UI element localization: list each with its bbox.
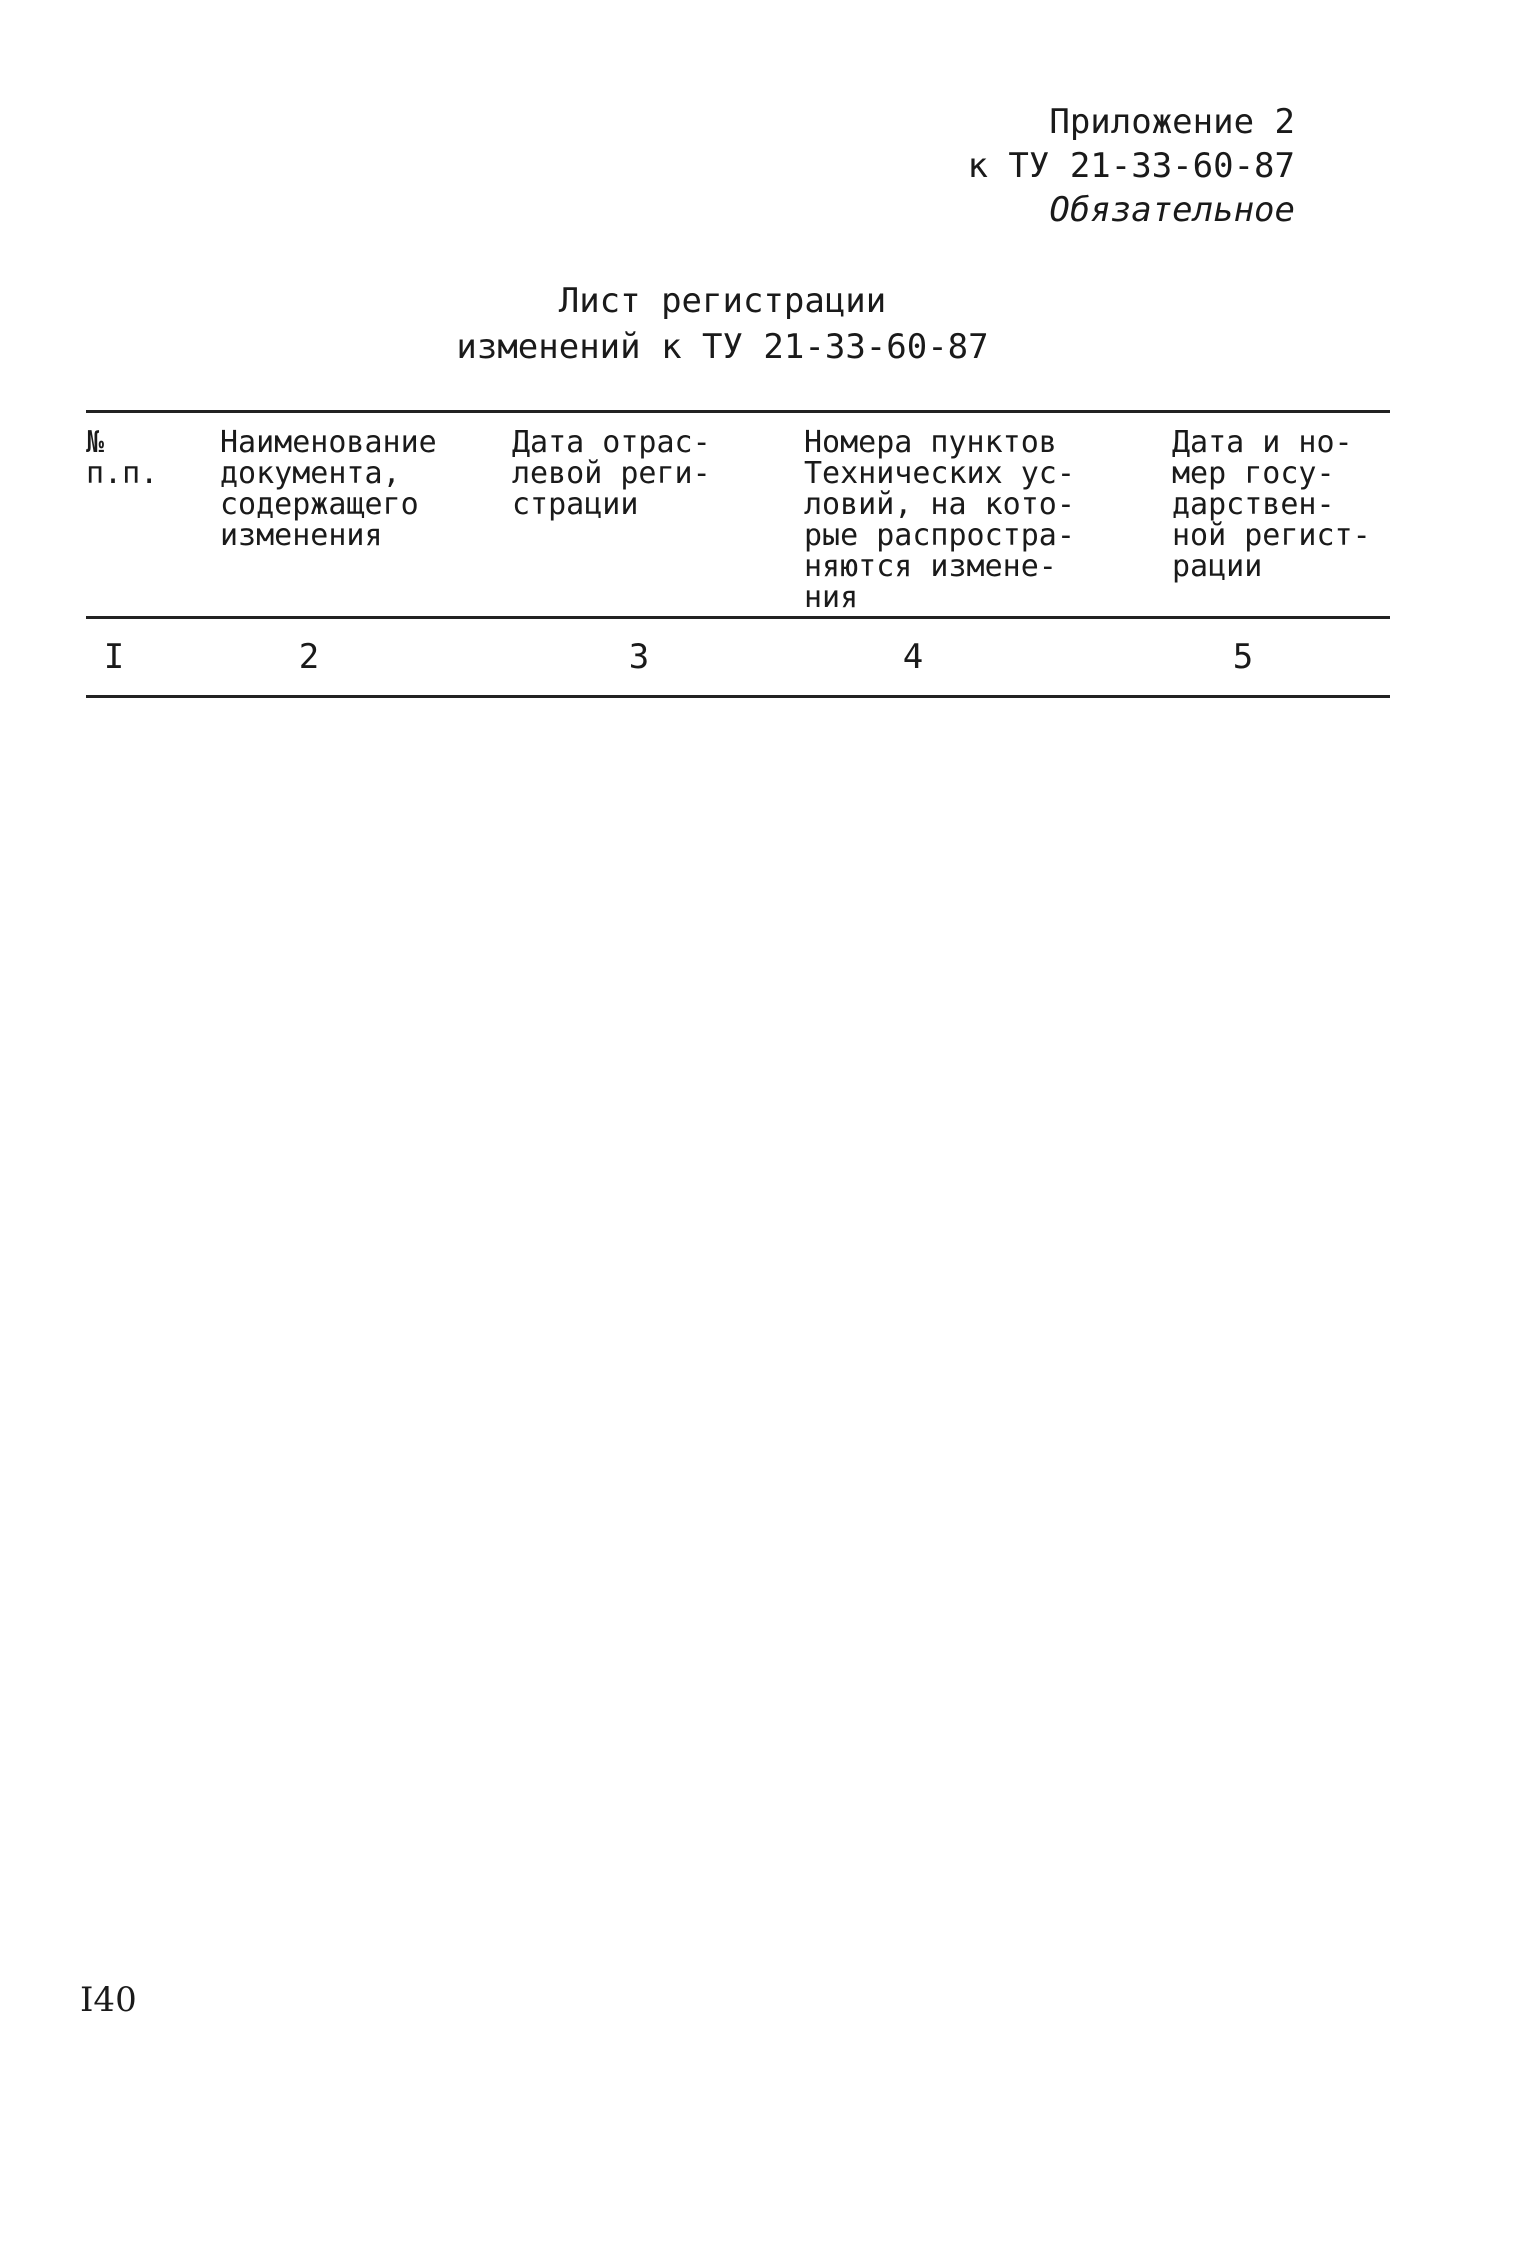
column-number-5: 5 [1232, 637, 1254, 677]
header-cell-document: Наименование документа, содержащего изменения [220, 425, 437, 553]
table-number-row [86, 619, 1390, 695]
table-header-row [86, 413, 1390, 616]
sheet-title [0, 278, 1445, 370]
column-number-1: I [103, 637, 125, 677]
column-number-2: 2 [298, 637, 320, 677]
header-cell-clauses: Номера пунктов Технических ус- ловий, на кото- рые распростра- няются измене- ния [804, 425, 1075, 615]
header-cell-state-registration: Дата и но- мер госу- дарствен- ной регист- рации [1172, 425, 1371, 584]
column-number-4: 4 [902, 637, 924, 677]
header-cell-number: № п.п. [86, 425, 159, 491]
appendix-block [967, 100, 1295, 232]
registration-table [86, 410, 1390, 698]
sheet-title-line1: Лист регистрации [558, 281, 887, 321]
header-cell-branch-date: Дата отрас- левой реги- страции [512, 425, 711, 522]
appendix-status: Обязательное [1049, 190, 1295, 230]
table-bottom-rule [86, 695, 1390, 698]
sheet-title-line2: изменений к ТУ 21-33-60-87 [456, 327, 989, 367]
column-number-3: 3 [628, 637, 650, 677]
page-number: I40 [80, 1980, 137, 2020]
appendix-label: Приложение 2 [1049, 102, 1295, 142]
appendix-reference: к ТУ 21-33-60-87 [967, 146, 1295, 186]
